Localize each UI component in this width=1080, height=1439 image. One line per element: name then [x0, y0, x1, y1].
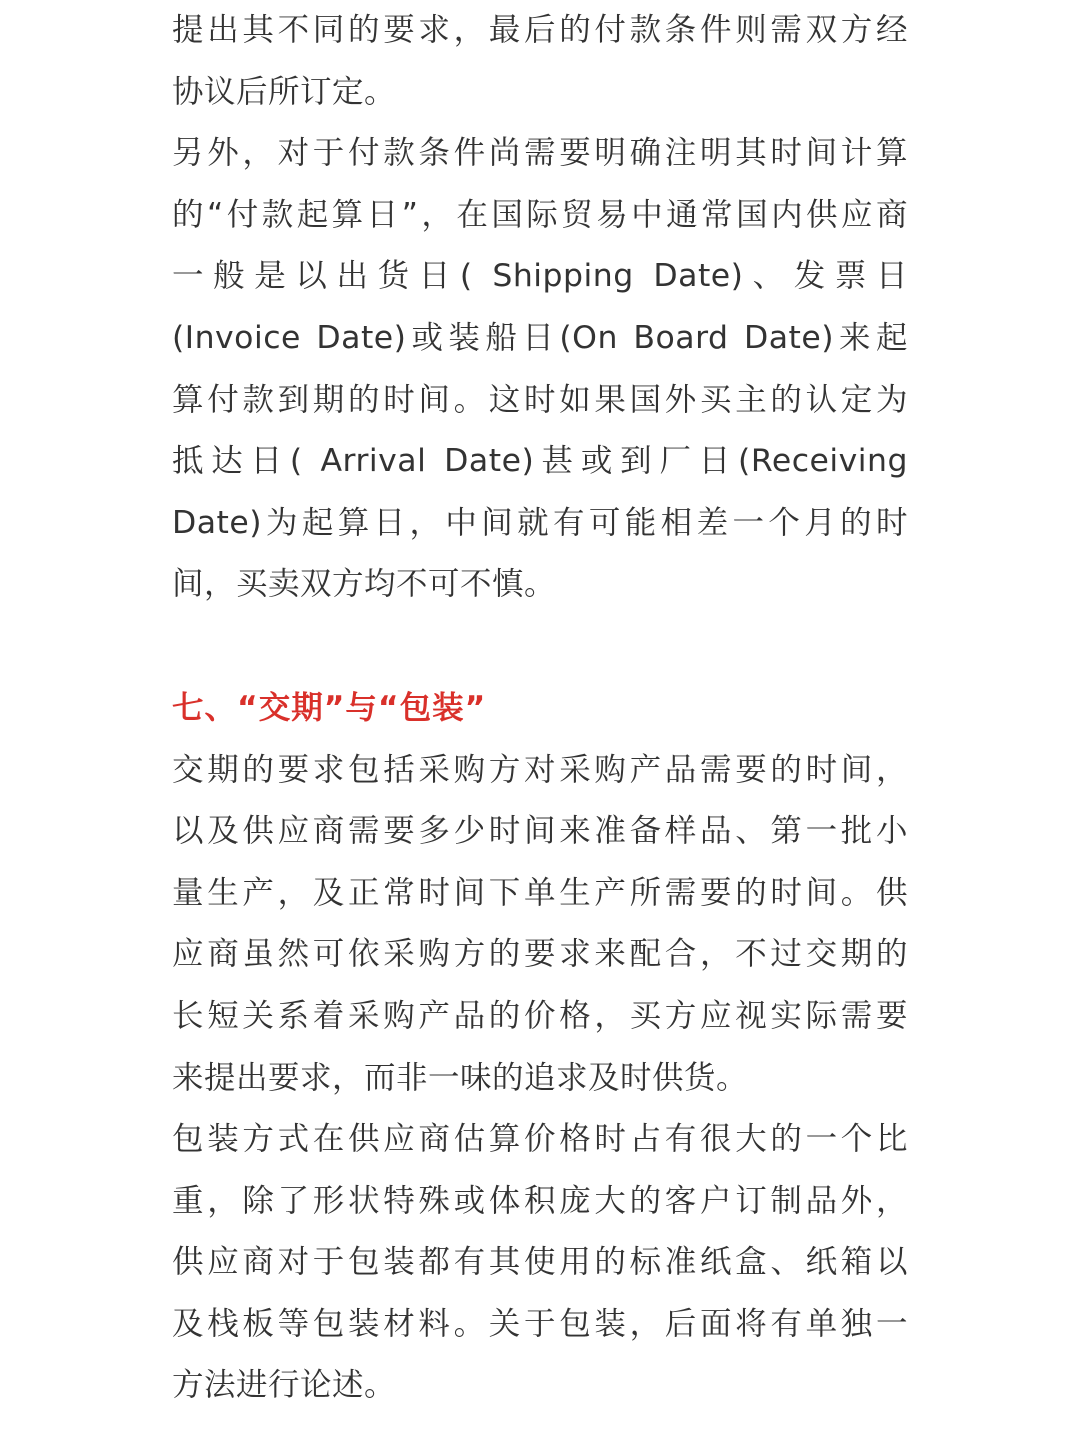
- text-line: 方法进行论述。: [172, 1367, 397, 1404]
- text-line: 重，除了形状特殊或体积庞大的客户订制品外，: [172, 1182, 908, 1219]
- text-line: (Invoice Date)或装船日(On Board Date)来起: [172, 319, 908, 356]
- text-line: 交期的要求包括采购方对采购产品需要的时间，: [172, 751, 908, 788]
- paragraph-payment-terms: [172, 0, 908, 123]
- text-line: 以及供应商需要多少时间来准备样品、第一批小: [172, 813, 908, 850]
- text-line: 供应商对于包装都有其使用的标准纸盒、纸箱以: [172, 1244, 908, 1281]
- section-heading: 七、“交期”与“包装”: [172, 689, 487, 726]
- text-line: 提出其不同的要求，最后的付款条件则需双方经: [172, 12, 908, 48]
- text-line: 抵达日( Arrival Date)甚或到厂日(Receiving: [172, 443, 908, 480]
- text-line: 算付款到期的时间。这时如果国外买主的认定为: [172, 381, 908, 418]
- text-line: 间，买卖双方均不可不慎。: [172, 566, 557, 603]
- text-line: 一般是以出货日( Shipping Date)、发票日: [172, 258, 908, 295]
- text-line: 的“付款起算日”，在国际贸易中通常国内供应商: [172, 196, 908, 233]
- text-line: Date)为起算日，中间就有可能相差一个月的时: [172, 504, 908, 541]
- text-line: 量生产，及正常时间下单生产所需要的时间。供: [172, 874, 908, 911]
- paragraph-delivery: [172, 740, 908, 1110]
- text-line: 应商虽然可依采购方的要求来配合，不过交期的: [172, 936, 908, 973]
- text-line: 及栈板等包装材料。关于包装，后面将有单独一: [172, 1305, 908, 1342]
- text-line: 来提出要求，而非一味的追求及时供货。: [172, 1059, 749, 1096]
- article-body: [172, 0, 908, 1417]
- text-line: 协议后所订定。: [172, 73, 397, 110]
- paragraph-packaging: [172, 1109, 908, 1417]
- text-line: 包装方式在供应商估算价格时占有很大的一个比: [172, 1121, 908, 1158]
- paragraph-payment-start-date: [172, 123, 908, 616]
- text-line: 长短关系着采购产品的价格，买方应视实际需要: [172, 997, 908, 1034]
- text-line: 另外，对于付款条件尚需要明确注明其时间计算: [172, 135, 908, 172]
